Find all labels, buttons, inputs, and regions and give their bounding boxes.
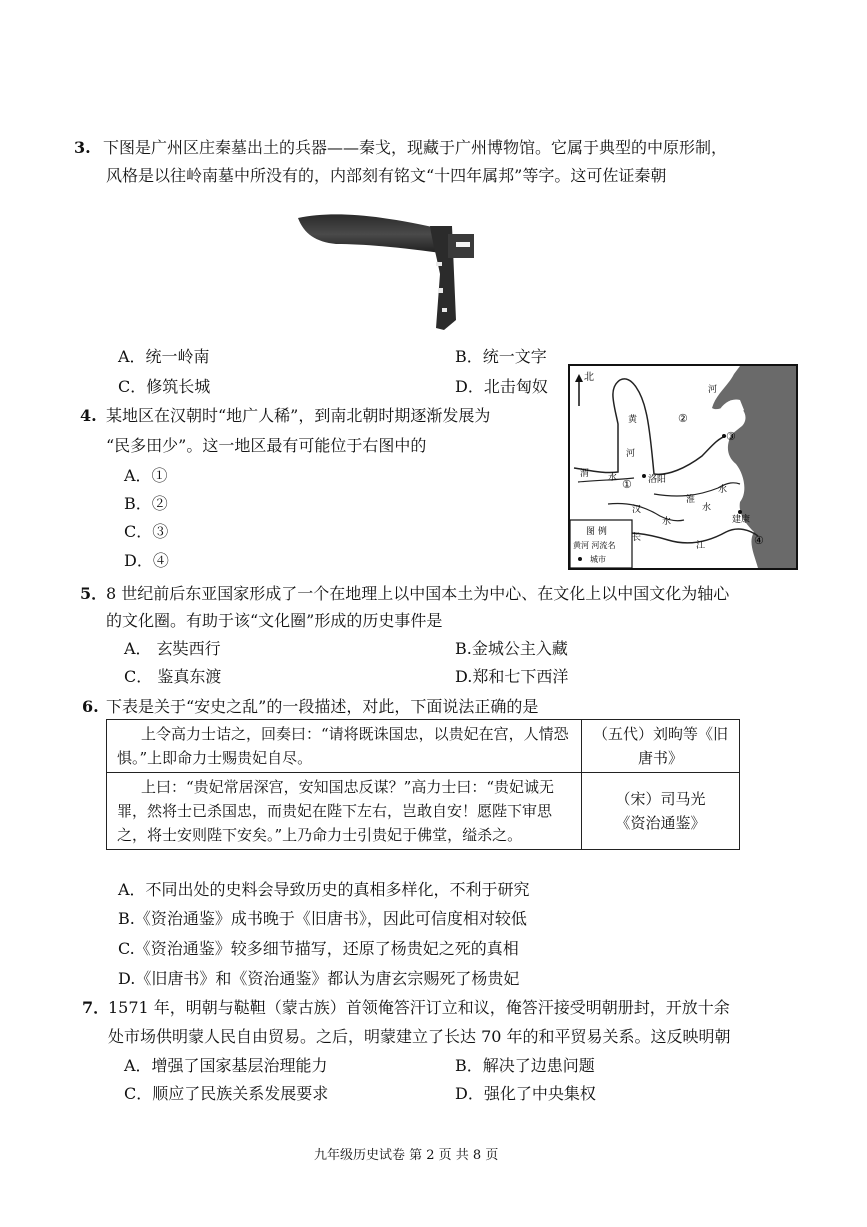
- qin-dagger-axe-image: [296, 204, 476, 332]
- q3-stem-line1: 下图是广州区庄秦墓出土的兵器——秦戈，现藏于广州博物馆。它属于典型的中原形制，: [103, 138, 728, 157]
- map-label-huang: 黄: [628, 415, 638, 425]
- map-label-marker-2: ②: [678, 412, 688, 425]
- map-figure: [568, 364, 798, 570]
- q6-option-c[interactable]: C.《资治通鉴》较多细节描写，还原了杨贵妃之死的真相: [118, 939, 519, 958]
- q5-stem-line1: 8 世纪前后东亚国家形成了一个在地理上以中国本土为中心、在文化上以中国文化为轴心: [106, 584, 730, 603]
- map-label-he: 河: [626, 449, 636, 459]
- q6-option-d[interactable]: D.《旧唐书》和《资治通鉴》都认为唐玄宗赐死了杨贵妃: [118, 969, 520, 988]
- map-label-han: 汉: [632, 505, 642, 515]
- map-label-luoyang: 洛阳: [648, 475, 667, 485]
- source-row-jiutangshu: [107, 720, 740, 773]
- map-label-chang: 长: [632, 533, 642, 543]
- source-table: [106, 719, 740, 850]
- map-legend-city: 城市: [590, 555, 606, 564]
- map-label-shui3: 水: [662, 517, 672, 527]
- q6-option-a[interactable]: A．不同出处的史料会导致历史的真相多样化，不利于研究: [118, 880, 530, 899]
- map-label-river-he-top: 河: [708, 385, 718, 395]
- source-cite-jiutangshu-line1: （五代）刘昫等《旧: [592, 725, 728, 743]
- map-label-shui1: 水: [608, 473, 618, 483]
- map-label-wei: 渭: [580, 469, 590, 479]
- source-cite-zizhitongjian-line2: 《资治通鉴》: [615, 814, 706, 832]
- q4-option-c[interactable]: C．③: [124, 522, 169, 541]
- q6-number: 6.: [82, 697, 99, 716]
- map-label-marker-3: ③: [726, 430, 736, 443]
- source-cite-jiutangshu-line2: 唐书》: [637, 749, 683, 767]
- q3-stem-line2: 风格是以往岭南墓中所没有的，内部刻有铭文“十四年属邦”等字。这可佐证秦朝: [106, 166, 667, 185]
- q7-option-c[interactable]: C．顺应了民族关系发展要求: [124, 1084, 329, 1103]
- q5-number: 5．: [80, 584, 108, 603]
- q4-stem-line2: “民多田少”。这一地区最有可能位于右图中的: [106, 436, 427, 455]
- source-quote-jiutangshu: 上令高力士诘之，回奏曰：“请将既诛国忠，以贵妃在宫，人情恐惧。”上即命力士赐贵妃自尽。: [117, 725, 569, 767]
- map-north-label: 北: [584, 372, 594, 383]
- map-legend-river: 黄河 河流名: [573, 541, 616, 550]
- q5-stem-line2: 的文化圈。有助于该“文化圈”形成的历史事件是: [106, 611, 443, 630]
- q3-option-c[interactable]: C．修筑长城: [118, 377, 211, 396]
- q4-stem-line1: 某地区在汉朝时“地广人稀”，到南北朝时期逐渐发展为: [106, 406, 491, 425]
- q7-stem-line2: 处市场供明蒙人民自由贸易。之后，明蒙建立了长达 70 年的和平贸易关系。这反映明朝: [108, 1027, 731, 1046]
- q5-option-c[interactable]: C． 鉴真东渡: [124, 667, 222, 686]
- source-cite-zizhitongjian-line1: （宋）司马光: [615, 790, 706, 808]
- map-label-shui4: 水: [702, 503, 712, 513]
- q5-option-a[interactable]: A． 玄奘西行: [124, 639, 221, 658]
- q7-number: 7．: [82, 998, 110, 1017]
- map-legend-title: 图 例: [586, 527, 607, 537]
- q7-option-b[interactable]: B．解决了边患问题: [455, 1056, 595, 1075]
- map-label-shui2: 水: [718, 485, 728, 495]
- q4-option-d[interactable]: D．④: [124, 551, 169, 570]
- q3-option-d[interactable]: D．北击匈奴: [455, 377, 548, 396]
- map-label-jiankang: 建康: [732, 515, 751, 525]
- q6-stem: 下表是关于“安史之乱”的一段描述，对此，下面说法正确的是: [106, 697, 539, 716]
- q3-option-b[interactable]: B．统一文字: [455, 347, 547, 366]
- map-label-marker-4: ④: [754, 534, 764, 547]
- source-row-zizhitongjian: [107, 773, 740, 850]
- q4-number: 4.: [80, 406, 97, 425]
- q7-stem-line1: 1571 年，明朝与鞑靼（蒙古族）首领俺答汗订立和议，俺答汗接受明朝册封，开放十余: [108, 998, 730, 1017]
- q4-option-b[interactable]: B．②: [124, 494, 168, 513]
- q7-option-a[interactable]: A．增强了国家基层治理能力: [124, 1056, 328, 1075]
- map-label-marker-1: ①: [622, 478, 632, 491]
- source-quote-zizhitongjian: 上曰：“贵妃常居深宫，安知国忠反谋？”高力士曰：“贵妃诚无罪，然将士已杀国忠，而贵妃在陛下左右，岂敢自安！愿陛下审思之，将士安则陛下安矣。”上乃命力士引贵妃于佛堂，缢杀之。: [117, 778, 555, 844]
- q3-option-a[interactable]: A．统一岭南: [118, 347, 210, 366]
- map-label-huai: 淮: [686, 495, 696, 505]
- page-footer: 九年级历史试卷 第 2 页 共 8 页: [314, 1148, 499, 1163]
- q5-option-d[interactable]: D.郑和七下西洋: [455, 667, 569, 686]
- q4-option-a[interactable]: A．①: [124, 466, 168, 485]
- q5-option-b[interactable]: B.金城公主入藏: [455, 639, 568, 658]
- q3-number: 3.: [74, 138, 91, 157]
- q6-option-b[interactable]: B.《资治通鉴》成书晚于《旧唐书》，因此可信度相对较低: [118, 909, 527, 928]
- map-label-jiang: 江: [696, 541, 706, 551]
- q7-option-d[interactable]: D．强化了中央集权: [455, 1084, 596, 1103]
